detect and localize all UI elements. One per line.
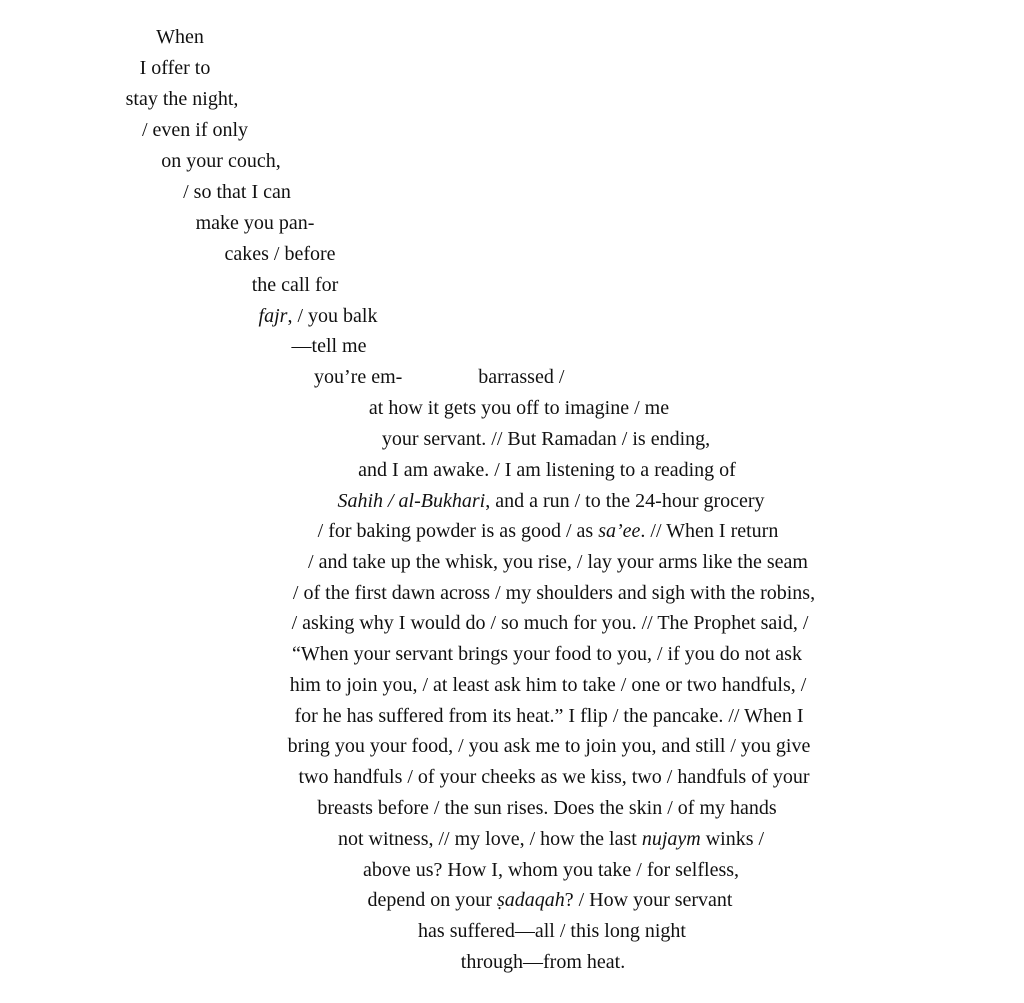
line-text: breasts before / the sun rises. Does the skin / of my hands: [317, 797, 777, 819]
poem-line: [382, 427, 710, 451]
line-text: bring you your food, / you ask me to join you, and still / you give: [287, 735, 811, 757]
poem-line: [368, 888, 733, 912]
poem-line: [338, 827, 764, 851]
poem-line: [337, 489, 764, 513]
poem-line: [156, 25, 204, 49]
line-text: at how it gets you off to imagine / me: [368, 397, 670, 419]
poem-line: [292, 611, 809, 635]
poem-line: [140, 56, 211, 80]
line-text: the call for: [251, 274, 339, 296]
poem-line: [288, 734, 811, 758]
line-text: . // When I return: [640, 520, 779, 542]
poem-line: [292, 334, 367, 358]
poem-line: [308, 550, 808, 574]
line-text: cakes / before: [224, 243, 336, 265]
line-text: barrassed /: [478, 366, 565, 388]
line-text: not witness, // my love, / how the last: [337, 828, 642, 850]
poem-line: [314, 365, 564, 389]
italic-word: fajr: [258, 305, 288, 327]
line-text: I offer to: [139, 57, 211, 79]
poem-line: [358, 458, 736, 482]
line-text: , and a run / to the 24-hour grocery: [485, 490, 765, 512]
poem-line: [317, 796, 776, 820]
line-text: / and take up the whisk, you rise, / lay your arms like the seam: [308, 551, 808, 573]
line-text: depend on your: [367, 889, 497, 911]
poem-line: [224, 242, 335, 266]
line-text: When: [156, 26, 204, 48]
line-text: two handfuls / of your cheeks as we kiss, two / handfuls of your: [298, 766, 810, 788]
italic-word: nujaym: [641, 828, 701, 850]
line-text: / asking why I would do / so much for you. // The Prophet said, /: [291, 612, 809, 634]
line-text: through—from heat.: [460, 951, 626, 973]
poem-line: [161, 149, 280, 173]
line-text: for he has suffered from its heat.” I flip / the pancake. // When I: [294, 705, 804, 727]
line-text: —tell me: [291, 335, 367, 357]
line-text: / so that I can: [183, 181, 291, 203]
poem-line: [418, 919, 686, 943]
poem-line: [290, 673, 807, 697]
line-text: above us? How I, whom you take / for selfless,: [362, 859, 740, 881]
poem-line: [196, 211, 315, 235]
line-text: has suffered—all / this long night: [418, 920, 686, 942]
line-text: “When your servant brings your food to you, / if you do not ask: [292, 643, 802, 665]
poem-line: [292, 642, 802, 666]
line-text: winks /: [700, 828, 765, 850]
line-text: / for baking powder is as good / as: [317, 520, 599, 542]
poem-line: [142, 118, 248, 142]
line-text: / of the first dawn across / my shoulders and sigh with the robins,: [292, 582, 816, 604]
line-text: make you pan-: [195, 212, 315, 234]
poem-line: [294, 704, 803, 728]
italic-word: ṣadaqah: [496, 889, 565, 911]
line-text: ? / How your servant: [564, 889, 733, 911]
italic-word: sa’ee: [598, 520, 641, 542]
poem-line: [318, 519, 779, 543]
poem-line: [183, 180, 291, 204]
poem-line: [293, 581, 815, 605]
poem-line: [252, 273, 339, 297]
line-text: on your couch,: [161, 150, 281, 172]
poem-line: [126, 87, 239, 111]
line-text: and I am awake. / I am listening to a reading of: [358, 459, 736, 481]
line-text: your servant. // But Ramadan / is ending,: [381, 428, 711, 450]
line-text: stay the night,: [125, 88, 239, 110]
poem-line: [259, 304, 378, 328]
line-text: you’re em-: [314, 366, 403, 388]
poem-line: [363, 858, 739, 882]
line-text: him to join you, / at least ask him to take / one or two handfuls, /: [289, 674, 807, 696]
poem-line: [369, 396, 669, 420]
italic-word: Sahih / al-Bukhari: [337, 490, 486, 512]
poem-line: [298, 765, 809, 789]
poem-line: [461, 950, 625, 974]
line-text: , / you balk: [287, 305, 378, 327]
line-text: / even if only: [141, 119, 249, 141]
